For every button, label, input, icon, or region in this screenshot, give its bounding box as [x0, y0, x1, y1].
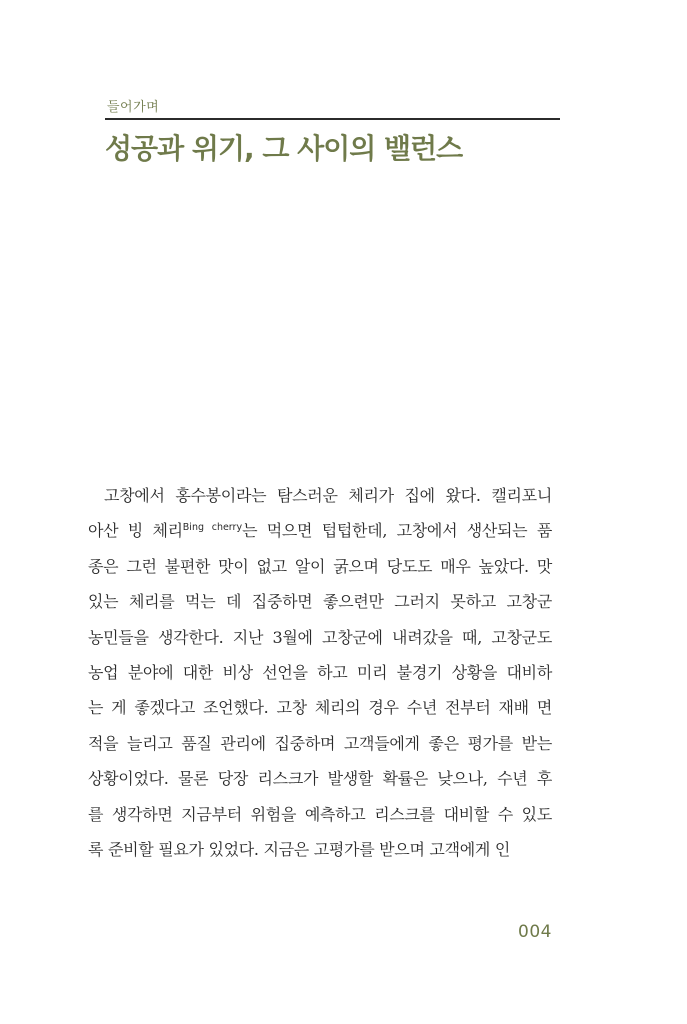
chapter-title: 성공과 위기, 그 사이의 밸런스 — [105, 132, 463, 165]
section-label: 들어가며 — [107, 100, 160, 115]
section-divider — [105, 118, 560, 120]
body-line-1: 고창에서 홍수봉이라는 탐스러운 체리가 집에 왔다. 캘리포니 — [104, 486, 552, 505]
bing-cherry-annotation: Bing cherry — [182, 522, 243, 534]
body-line-2-rest: 는 먹으면 텁텁한데, 고창에서 생산되는 품 — [242, 521, 552, 541]
body-line-2 — [88, 513, 552, 548]
body-line-3: 종은 그런 불편한 맛이 없고 알이 굵으며 당도도 매우 높았다. 맛 — [88, 556, 552, 576]
body-line-9: 상황이었다. 물론 당장 리스크가 발생할 확률은 낮으나, 수년 후 — [88, 769, 552, 789]
body-line-10: 를 생각하면 지금부터 위험을 예측하고 리스크를 대비할 수 있도 — [88, 804, 552, 824]
body-line-11: 록 준비할 필요가 있었다. 지금은 고평가를 받으며 고객에게 인 — [88, 839, 510, 859]
page-number: 004 — [518, 922, 552, 942]
body-line-6: 농업 분야에 대한 비상 선언을 하고 미리 불경기 상황을 대비하 — [88, 662, 552, 682]
body-paragraph — [88, 478, 552, 867]
body-line-4: 있는 체리를 먹는 데 집중하면 좋으련만 그러지 못하고 고창군 — [88, 592, 552, 612]
body-line-5: 농민들을 생각한다. 지난 3월에 고창군에 내려갔을 때, 고창군도 — [88, 627, 552, 647]
body-line-7: 는 게 좋겠다고 조언했다. 고창 체리의 경우 수년 전부터 재배 면 — [88, 698, 552, 718]
body-line-8: 적을 늘리고 품질 관리에 집중하며 고객들에게 좋은 평가를 받는 — [88, 733, 552, 753]
body-line-2-prefix: 아산 빙 체리 — [88, 521, 183, 541]
